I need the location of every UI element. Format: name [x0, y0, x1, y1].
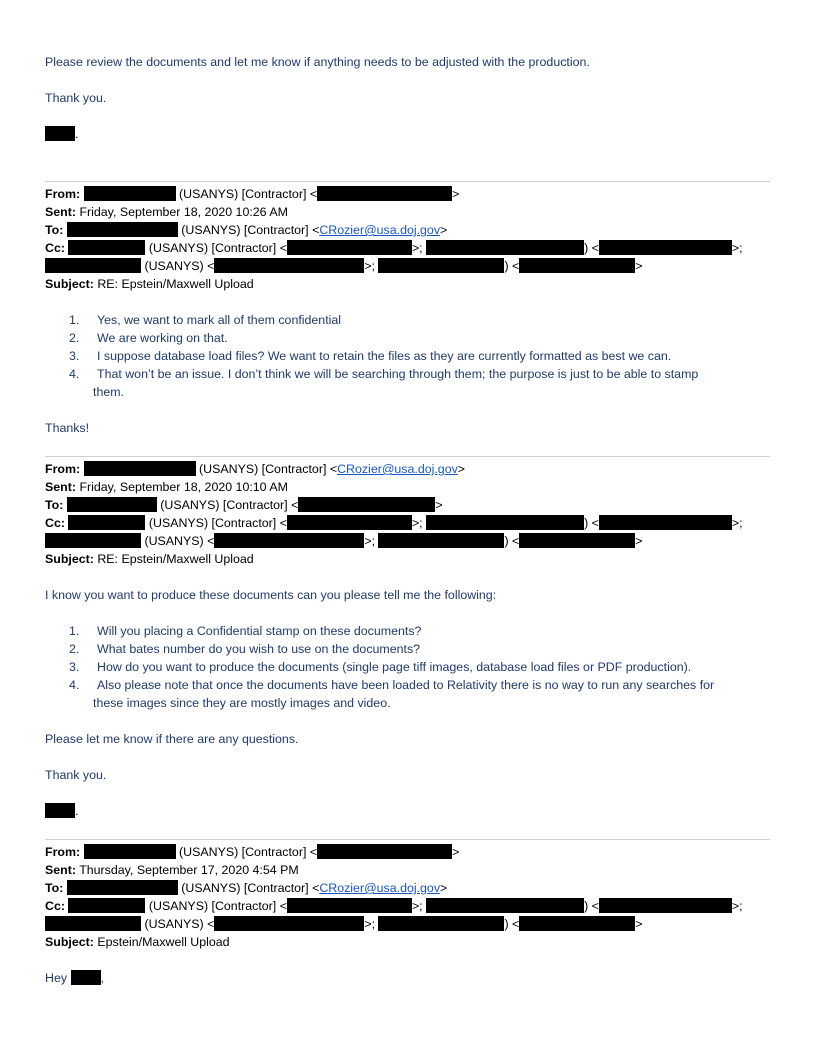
sent-label: Sent: — [45, 205, 76, 219]
list-number: 4. — [69, 367, 80, 381]
email3-from-line — [45, 844, 459, 860]
cc-separator: >; — [411, 241, 423, 255]
email2-cc-line-2 — [45, 533, 643, 549]
redaction-block — [426, 240, 584, 255]
cc-separator: >; — [364, 917, 376, 931]
cc-paren: ) < — [504, 917, 520, 931]
sent-label: Sent: — [45, 480, 76, 494]
redaction-block — [84, 461, 196, 476]
email3-subject-line — [45, 934, 230, 950]
redaction-block — [67, 222, 178, 237]
redaction-block — [214, 258, 364, 273]
redaction-block — [71, 970, 101, 985]
from-email-link[interactable]: CRozier@usa.doj.gov — [337, 462, 458, 476]
cc-separator: >; — [411, 516, 423, 530]
redaction-block — [45, 533, 141, 548]
email2-cc-line — [45, 515, 743, 531]
cc-separator: >; — [411, 899, 423, 913]
list-item: I suppose database load files? We want to retain the files as they are currently formatted as best we can. — [97, 349, 672, 363]
redaction-block — [287, 240, 412, 255]
email1-cc-line — [45, 240, 743, 256]
list-number: 3. — [69, 660, 80, 674]
redaction-block — [317, 186, 452, 201]
email2-to-line — [45, 497, 443, 513]
redaction-block — [298, 497, 435, 512]
list-number: 1. — [69, 313, 80, 327]
greeting-comma: , — [100, 971, 104, 985]
from-text: (USANYS) [Contractor] < — [199, 462, 338, 476]
redaction-block — [68, 515, 145, 530]
angle-close: > — [435, 498, 443, 512]
email3-cc-line-2 — [45, 916, 643, 932]
signature-period: . — [75, 804, 79, 818]
redaction-block — [67, 497, 157, 512]
email3-cc-line — [45, 898, 743, 914]
subject-label: Subject: — [45, 552, 94, 566]
subject-label: Subject: — [45, 277, 94, 291]
thanks-text: Thanks! — [45, 421, 90, 435]
list-item-continued: them. — [93, 385, 124, 399]
redaction-block — [287, 515, 412, 530]
redaction-block — [45, 126, 75, 141]
cc-separator: >; — [731, 241, 743, 255]
redaction-block — [599, 898, 732, 913]
redaction-block — [426, 515, 584, 530]
angle-close: > — [452, 845, 460, 859]
to-text: (USANYS) [Contractor] < — [181, 223, 320, 237]
to-text: (USANYS) [Contractor] < — [160, 498, 299, 512]
questions-text: Please let me know if there are any questions. — [45, 732, 299, 746]
redaction-block — [378, 916, 504, 931]
redaction-block — [426, 898, 584, 913]
subject-text: RE: Epstein/Maxwell Upload — [97, 277, 254, 291]
list-item: What bates number do you wish to use on the documents? — [97, 642, 421, 656]
greeting — [45, 970, 104, 986]
from-label: From: — [45, 187, 81, 201]
email1-to-line — [45, 222, 447, 238]
list-item-continued: these images since they are mostly images and video. — [93, 696, 391, 710]
cc-paren: ) < — [584, 516, 599, 530]
cc-text: (USANYS) < — [144, 534, 215, 548]
redaction-block — [317, 844, 452, 859]
redaction-block — [378, 258, 504, 273]
divider — [45, 456, 770, 457]
subject-label: Subject: — [45, 935, 94, 949]
list-number: 2. — [69, 331, 80, 345]
from-text: (USANYS) [Contractor] < — [179, 845, 318, 859]
sent-date: Thursday, September 17, 2020 4:54 PM — [79, 863, 299, 877]
thank-you-text: Thank you. — [45, 91, 107, 105]
cc-label: Cc: — [45, 241, 65, 255]
cc-paren: ) < — [584, 241, 599, 255]
sent-label: Sent: — [45, 863, 76, 877]
redaction-block — [519, 258, 635, 273]
redaction-block — [599, 240, 732, 255]
subject-text: Epstein/Maxwell Upload — [97, 935, 230, 949]
list-number: 2. — [69, 642, 80, 656]
cc-text: (USANYS) [Contractor] < — [148, 241, 287, 255]
redaction-block — [287, 898, 412, 913]
from-label: From: — [45, 845, 81, 859]
redaction-block — [45, 803, 75, 818]
greeting-text: Hey — [45, 971, 68, 985]
thank-you-text: Thank you. — [45, 768, 107, 782]
list-item: Yes, we want to mark all of them confidential — [97, 313, 342, 327]
signature-period: . — [75, 127, 79, 141]
redaction-block — [84, 186, 176, 201]
list-item: We are working on that. — [97, 331, 228, 345]
redaction-block — [378, 533, 504, 548]
cc-text: (USANYS) < — [144, 917, 215, 931]
cc-label: Cc: — [45, 899, 65, 913]
cc-text: (USANYS) [Contractor] < — [148, 899, 287, 913]
angle-close: > — [457, 462, 466, 476]
to-label: To: — [45, 498, 64, 512]
review-text: Please review the documents and let me know if anything needs to be adjusted with the production. — [45, 55, 590, 69]
list-number: 4. — [69, 678, 80, 692]
cc-text: (USANYS) [Contractor] < — [148, 516, 287, 530]
angle-close: > — [635, 917, 643, 931]
email2-sent-line — [45, 479, 288, 495]
list-item: How do you want to produce the documents (single page tiff images, database load files or PDF production). — [97, 660, 692, 674]
redaction-block — [67, 880, 178, 895]
cc-paren: ) < — [584, 899, 599, 913]
list-number: 1. — [69, 624, 80, 638]
angle-close: > — [635, 259, 643, 273]
subject-text: RE: Epstein/Maxwell Upload — [97, 552, 254, 566]
cc-paren: ) < — [504, 259, 520, 273]
email2-from-line — [45, 461, 465, 477]
redaction-block — [45, 916, 141, 931]
angle-close: > — [440, 881, 448, 895]
cc-separator: >; — [364, 534, 376, 548]
redaction-block — [214, 533, 364, 548]
email1-subject-line — [45, 276, 254, 292]
email3-to-line — [45, 880, 447, 896]
to-text: (USANYS) [Contractor] < — [181, 881, 320, 895]
to-label: To: — [45, 223, 64, 237]
cc-text: (USANYS) < — [144, 259, 215, 273]
redaction-block — [599, 515, 732, 530]
redaction-block — [68, 898, 145, 913]
list-item: Also please note that once the documents have been loaded to Relativity there is no way to run any searches for — [97, 678, 715, 692]
redaction-block — [519, 916, 635, 931]
redaction-block — [84, 844, 176, 859]
to-email-link[interactable]: CRozier@usa.doj.gov — [319, 223, 441, 237]
signature — [45, 126, 78, 142]
intro-text: I know you want to produce these documents can you please tell me the following: — [45, 588, 497, 602]
redaction-block — [519, 533, 635, 548]
divider — [45, 839, 770, 840]
cc-paren: ) < — [504, 534, 520, 548]
angle-close: > — [635, 534, 643, 548]
sent-date: Friday, September 18, 2020 10:10 AM — [79, 480, 288, 494]
list-number: 3. — [69, 349, 80, 363]
redaction-block — [45, 258, 141, 273]
cc-separator: >; — [364, 259, 376, 273]
sent-date: Friday, September 18, 2020 10:26 AM — [79, 205, 288, 219]
angle-close: > — [452, 187, 460, 201]
list-item: Will you placing a Confidential stamp on these documents? — [97, 624, 422, 638]
from-label: From: — [45, 462, 81, 476]
cc-separator: >; — [731, 899, 743, 913]
email3-sent-line — [45, 862, 299, 878]
to-label: To: — [45, 881, 64, 895]
signature — [45, 803, 78, 819]
angle-close: > — [440, 223, 448, 237]
email1-from-line — [45, 186, 459, 202]
cc-separator: >; — [731, 516, 743, 530]
list-item: That won’t be an issue. I don’t think we will be searching through them; the purpose is just to be able to stamp — [97, 367, 699, 381]
email1-cc-line-2 — [45, 258, 643, 274]
redaction-block — [214, 916, 364, 931]
email1-sent-line — [45, 204, 288, 220]
to-email-link[interactable]: CRozier@usa.doj.gov — [319, 881, 441, 895]
email2-subject-line — [45, 551, 254, 567]
cc-label: Cc: — [45, 516, 65, 530]
divider — [45, 181, 770, 182]
redaction-block — [68, 240, 145, 255]
from-text: (USANYS) [Contractor] < — [179, 187, 318, 201]
